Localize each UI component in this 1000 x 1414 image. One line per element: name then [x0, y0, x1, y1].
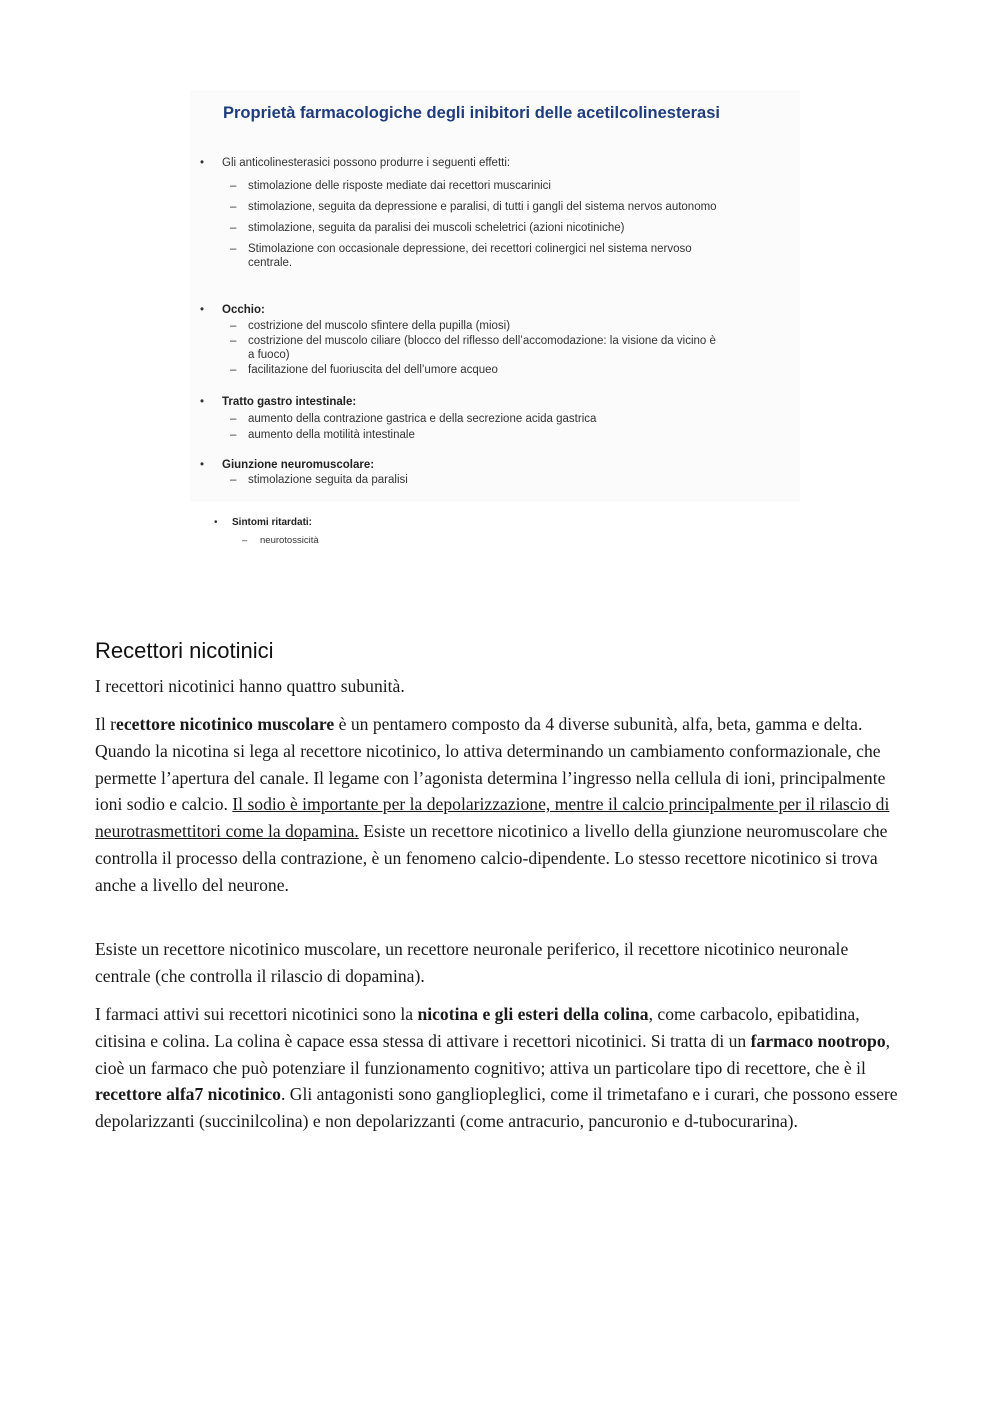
paragraph-1: I recettori nicotinici hanno quattro subunità.	[95, 676, 405, 696]
p4-bold-3: recettore alfa7 nicotinico	[95, 1084, 281, 1105]
effect-item	[230, 221, 625, 235]
bullet-icon: •	[200, 459, 205, 471]
bullet-icon: •	[200, 157, 205, 169]
effect-text: stimolazione, seguita da paralisi dei muscoli scheletrici (azioni nicotiniche)	[248, 222, 625, 234]
dash-icon: –	[242, 535, 248, 546]
slide-title: Proprietà farmacologiche degli inibitori delle acetilcolinesterasi	[223, 104, 720, 122]
dash-icon: –	[230, 364, 237, 376]
nmj-text: stimolazione seguita da paralisi	[248, 474, 408, 486]
slide-image	[190, 90, 800, 560]
nmj-item	[230, 473, 408, 487]
eye-title: Occhio:	[222, 304, 265, 316]
nmj-section	[200, 458, 375, 472]
dash-icon: –	[230, 335, 237, 347]
p4-text-g: . Gli antagonisti sono gangliopleglici, come il trimetafano e i curari, che possono essere depolarizzanti (succinilcolina) e non depolarizzanti (come antracurio, pancuronio e d-tubocurarina).	[95, 1084, 898, 1132]
p4-text-c: , come carbacolo, epibatidina, citisina e colina. La colina è capace essa stessa di attivare i recettori nicotinici. Si tratta di un	[95, 1004, 860, 1051]
effect-text: centrale.	[248, 257, 293, 269]
p2-bold: ecettore nicotinico muscolare	[116, 714, 335, 734]
effect-item	[230, 179, 551, 193]
eye-text: facilitazione del fuoriuscita del dell’umore acqueo	[248, 364, 498, 376]
eye-text: costrizione del muscolo sfintere della pupilla (miosi)	[248, 320, 511, 332]
p2-underlined: Il sodio è importante per la depolarizzazione, mentre il calcio principalmente per il rilascio di neurotrasmettitori come la dopamina.	[95, 794, 890, 842]
p2-text-a: Il r	[95, 714, 117, 734]
bullet-icon: •	[200, 304, 205, 316]
eye-item-continued	[248, 348, 290, 362]
late-item	[242, 534, 319, 548]
p4-bold-1: nicotina e gli esteri della colina	[417, 1004, 649, 1024]
eye-text: a fuoco)	[248, 349, 290, 361]
effect-text: stimolazione, seguita da depressione e paralisi, di tutti i gangli del sistema nervos autonomo	[248, 201, 717, 213]
late-text: neurotossicità	[260, 535, 319, 546]
eye-item	[230, 363, 498, 377]
eye-section	[200, 303, 265, 317]
section-heading: Recettori nicotinici	[95, 638, 274, 663]
gi-section	[200, 395, 357, 409]
dash-icon: –	[230, 222, 237, 234]
gi-item	[230, 428, 415, 442]
dash-icon: –	[230, 429, 237, 441]
dash-icon: –	[230, 201, 237, 213]
gi-item	[230, 412, 597, 426]
nmj-title: Giunzione neuromuscolare:	[222, 459, 375, 471]
effect-text: stimolazione delle risposte mediate dai recettori muscarinici	[248, 180, 551, 192]
paragraph-3: Esiste un recettore nicotinico muscolare, un recettore neuronale periferico, il recettore nicotinico neuronale centrale (che controlla il rilascio di dopamina).	[95, 939, 849, 986]
dash-icon: –	[230, 243, 237, 255]
paragraph-2	[95, 711, 905, 899]
effect-item-continued	[248, 256, 292, 270]
slide-intro-bullet	[200, 156, 511, 170]
effect-item	[230, 200, 717, 214]
eye-text: costrizione del muscolo ciliare (blocco del riflesso dell’accomodazione: la visione da vicino è	[248, 335, 716, 347]
bullet-icon: •	[200, 396, 205, 408]
dash-icon: –	[230, 320, 237, 332]
dash-icon: –	[230, 180, 237, 192]
p4-bold-2: farmaco nootropo	[750, 1030, 886, 1051]
p4-text-a: I farmaci attivi sui recettori nicotinici sono la	[95, 1004, 418, 1024]
p4-text-e: , cioè un farmaco che può potenziare il funzionamento cognitivo; attiva un particolare tipo di recettore, che è il	[95, 1030, 891, 1078]
dash-icon: –	[230, 413, 237, 425]
effect-text: Stimolazione con occasionale depressione, dei recettori colinergici nel sistema nervoso	[248, 243, 692, 255]
gi-text: aumento della motilità intestinale	[248, 429, 415, 441]
paragraph-4	[95, 1001, 905, 1135]
gi-text: aumento della contrazione gastrica e della secrezione acida gastrica	[248, 413, 597, 425]
bullet-icon: •	[214, 517, 218, 528]
p2-text-c: è un pentamero composto da 4 diverse subunità, alfa, beta, gamma e delta. Quando la nicotina si lega al recettore nicotinico, lo attiva determinando un cambiamento conformazionale, che permette l’apertura del canale. Il legame con l’agonista determina l’ingresso nella cellula di ioni, principalmente ioni sodio e calcio.	[95, 714, 886, 815]
gi-title: Tratto gastro intestinale:	[222, 396, 357, 408]
slide-intro: Gli anticolinesterasici possono produrre i seguenti effetti:	[222, 157, 511, 169]
late-title: Sintomi ritardati:	[232, 517, 313, 528]
late-section	[214, 516, 313, 530]
effect-item	[230, 242, 692, 256]
p2-text-d: Esiste un recettore nicotinico a livello della giunzione neuromuscolare che controlla il processo della contrazione, è un fenomeno calcio-dipendente. Lo stesso recettore nicotinico si trova anche a livello del neurone.	[95, 821, 888, 895]
dash-icon: –	[230, 474, 237, 486]
eye-item	[230, 319, 511, 333]
eye-item	[230, 334, 716, 348]
